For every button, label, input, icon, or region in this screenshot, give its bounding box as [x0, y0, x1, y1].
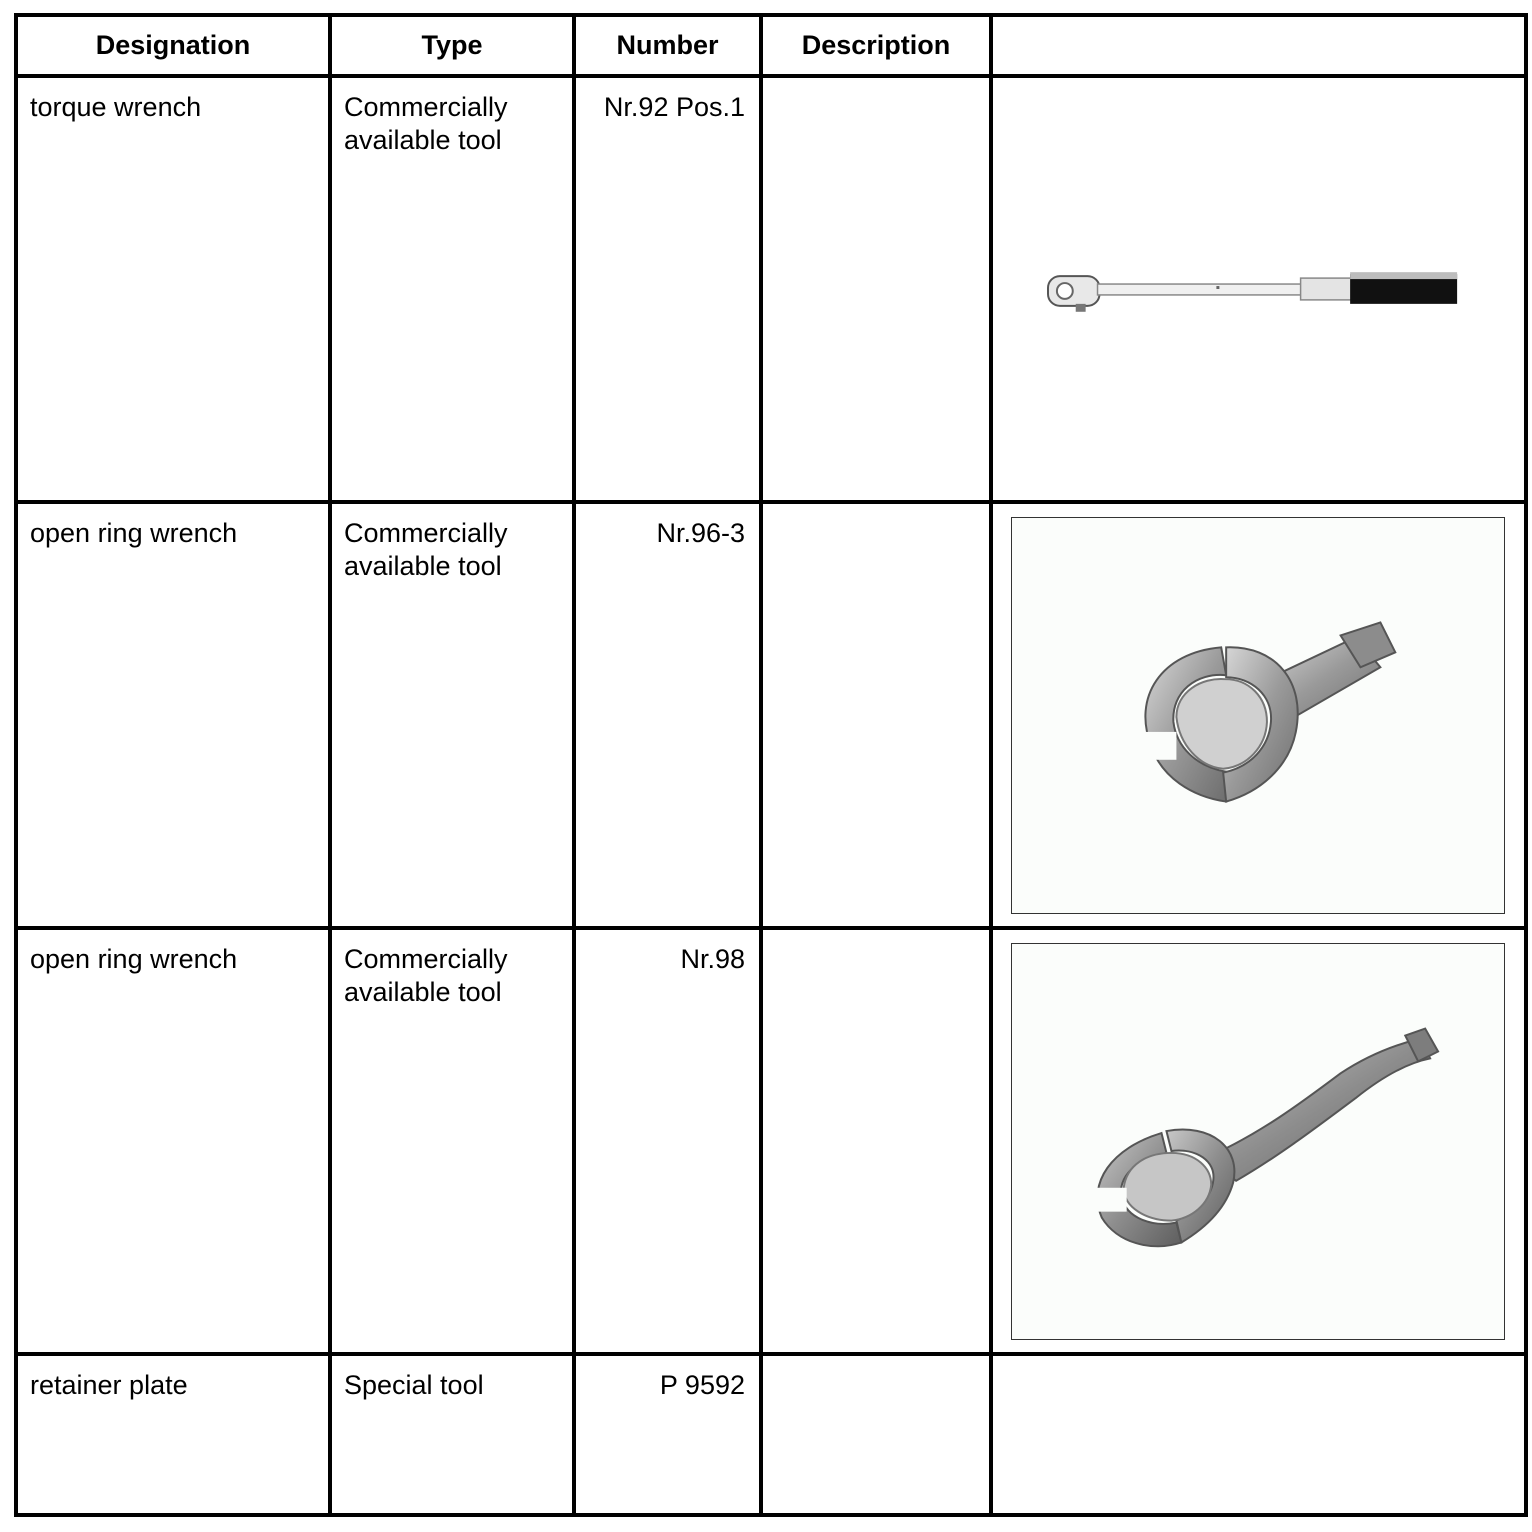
number-cell: [574, 76, 761, 502]
type-text: Special tool: [344, 1370, 484, 1400]
image-cell: [991, 76, 1526, 502]
type-text: Commercially available tool: [344, 92, 508, 155]
type-cell: [330, 76, 574, 502]
description-cell: [761, 928, 991, 1354]
table-row: [16, 502, 1526, 928]
open-ring-wrench-icon: [1011, 517, 1505, 914]
table-row: [16, 1354, 1526, 1515]
description-text: [763, 78, 989, 91]
description-cell: [761, 76, 991, 502]
designation-text: retainer plate: [30, 1370, 188, 1400]
table-row: [16, 928, 1526, 1354]
number-text: Nr.98: [680, 944, 745, 974]
number-cell: [574, 502, 761, 928]
number-text: Nr.96-3: [656, 518, 745, 548]
table-row: [16, 76, 1526, 502]
number-cell: [574, 928, 761, 1354]
tools-table: [14, 13, 1528, 1517]
image-cell: [991, 928, 1526, 1354]
header-row: [16, 15, 1526, 76]
type-cell: [330, 928, 574, 1354]
description-cell: [761, 502, 991, 928]
type-cell: [330, 502, 574, 928]
type-text: Commercially available tool: [344, 518, 508, 581]
number-text: P 9592: [659, 1370, 745, 1400]
description-text: [763, 1356, 989, 1369]
header-description: Description: [761, 15, 991, 76]
number-cell: [574, 1354, 761, 1515]
designation-cell: [16, 1354, 330, 1515]
header-designation: Designation: [16, 15, 330, 76]
designation-text: open ring wrench: [30, 518, 238, 548]
designation-cell: [16, 502, 330, 928]
torque-wrench-icon: [993, 78, 1524, 500]
cranked-open-ring-wrench-icon: [1011, 943, 1505, 1340]
image-cell: [991, 1354, 1526, 1515]
description-text: [763, 504, 989, 517]
header-image: [991, 15, 1526, 76]
image-cell: [991, 502, 1526, 928]
type-text: Commercially available tool: [344, 944, 508, 1007]
description-text: [763, 930, 989, 943]
designation-text: open ring wrench: [30, 944, 238, 974]
header-number: Number: [574, 15, 761, 76]
description-cell: [761, 1354, 991, 1515]
designation-cell: [16, 928, 330, 1354]
designation-text: torque wrench: [30, 92, 202, 122]
type-cell: [330, 1354, 574, 1515]
number-text: Nr.92 Pos.1: [603, 92, 745, 122]
designation-cell: [16, 76, 330, 502]
header-type: Type: [330, 15, 574, 76]
